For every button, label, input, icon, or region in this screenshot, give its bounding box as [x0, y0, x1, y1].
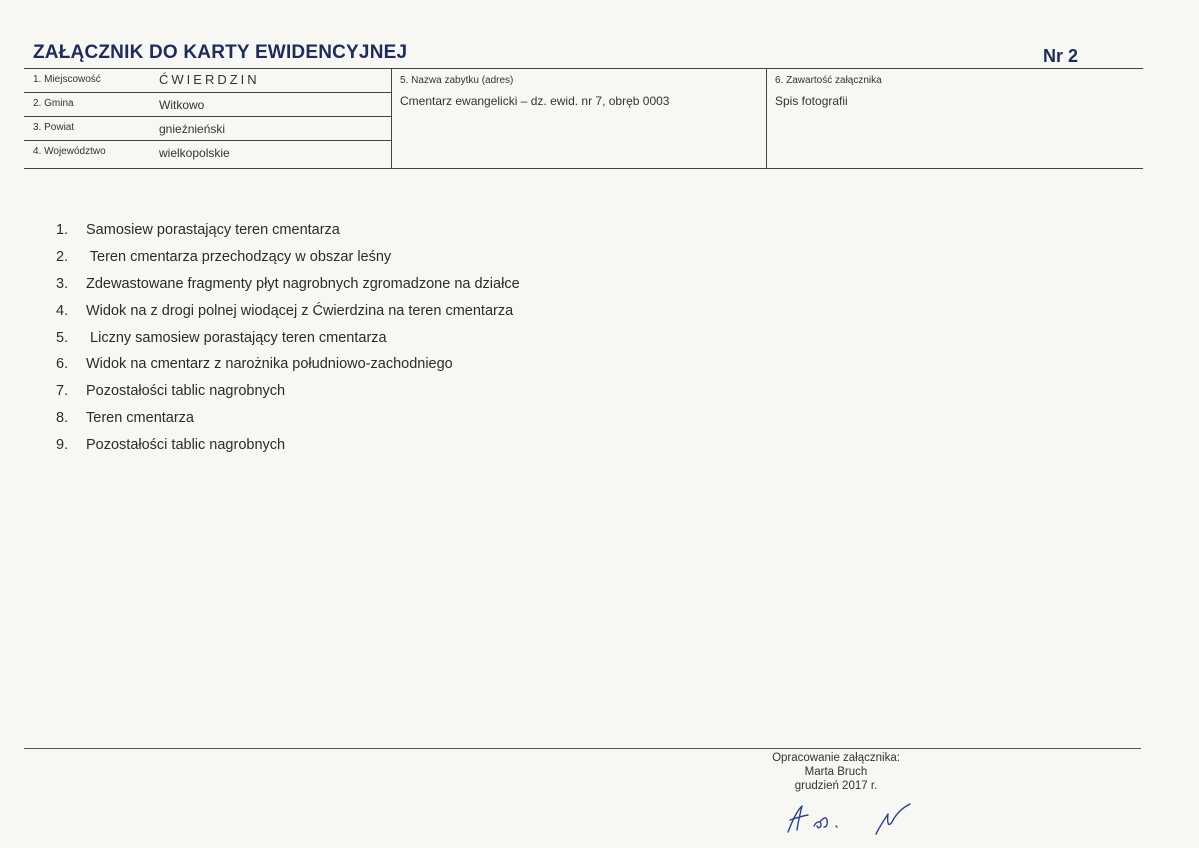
list-item-number: 8. [56, 410, 69, 427]
list-item [56, 330, 520, 357]
author-name: Marta Bruch [804, 766, 868, 778]
list-item-text: Samosiew porastający teren cmentarza [86, 222, 340, 238]
list-item [56, 356, 520, 383]
list-item-number: 5. [56, 329, 69, 346]
monument-column [392, 69, 767, 168]
list-item-number: 6. [56, 356, 69, 373]
list-item-text: Teren cmentarza [86, 410, 194, 427]
list-item [56, 410, 520, 437]
header-row-voivodeship [24, 141, 391, 167]
list-item-text: Teren cmentarza przechodzący w obszar leśny [86, 248, 392, 265]
list-item-number: 1. [56, 222, 69, 238]
list-item [56, 249, 520, 276]
list-item [56, 222, 520, 249]
document-title: ZAŁĄCZNIK DO KARTY EWIDENCYJNEJ [33, 42, 408, 63]
list-item-text: Liczny samosiew porastający teren cmentarza [86, 329, 387, 346]
location-column [24, 69, 392, 168]
list-item [56, 437, 520, 464]
list-item-text: Widok na z drogi polnej wiodącej z Ćwierdzina na teren cmentarza [86, 302, 514, 319]
list-item-number: 9. [56, 437, 69, 454]
document-number: Nr 2 [1043, 46, 1079, 66]
prepared-by-label: Opracowanie załącznika: [772, 752, 900, 764]
locality-value: ĆWIERDZIN [159, 72, 260, 87]
header-table [24, 68, 1143, 169]
list-item-number: 2. [56, 248, 69, 265]
contents-label: 6. Zawartość załącznika [775, 75, 882, 86]
list-item-text: Zdewastowane fragmenty płyt nagrobnych zgromadzone na działce [86, 275, 520, 292]
commune-value: Witkowo [159, 98, 205, 112]
list-item-text: Pozostałości tablic nagrobnych [86, 437, 286, 454]
footer-credits [770, 751, 902, 793]
header-row-locality [24, 69, 391, 93]
contents-value: Spis fotografii [775, 94, 848, 108]
list-item [56, 383, 520, 410]
voivodeship-label: 4. Województwo [33, 146, 106, 157]
commune-label: 2. Gmina [33, 98, 74, 109]
list-item-number: 4. [56, 302, 69, 319]
header-row-county [24, 117, 391, 141]
list-item-number: 7. [56, 383, 69, 400]
contents-column [767, 69, 1143, 168]
county-label: 3. Powiat [33, 122, 75, 133]
preparation-date: grudzień 2017 r. [794, 780, 878, 792]
monument-value: Cmentarz ewangelicki – dz. ewid. nr 7, obręb 0003 [400, 94, 670, 108]
handwritten-signature [780, 800, 920, 840]
locality-label: 1. Miejscowość [33, 74, 101, 85]
list-item-number: 3. [56, 275, 69, 292]
photo-list [56, 222, 520, 464]
footer-divider [24, 748, 1141, 749]
list-item [56, 276, 520, 303]
list-item-text: Pozostałości tablic nagrobnych [86, 383, 286, 400]
monument-label: 5. Nazwa zabytku (adres) [400, 75, 514, 86]
header-row-commune [24, 93, 391, 117]
voivodeship-value: wielkopolskie [159, 146, 230, 160]
county-value: gnieźnieński [159, 122, 226, 136]
list-item [56, 303, 520, 330]
list-item-text: Widok na cmentarz z narożnika południowo-zachodniego [86, 356, 453, 373]
